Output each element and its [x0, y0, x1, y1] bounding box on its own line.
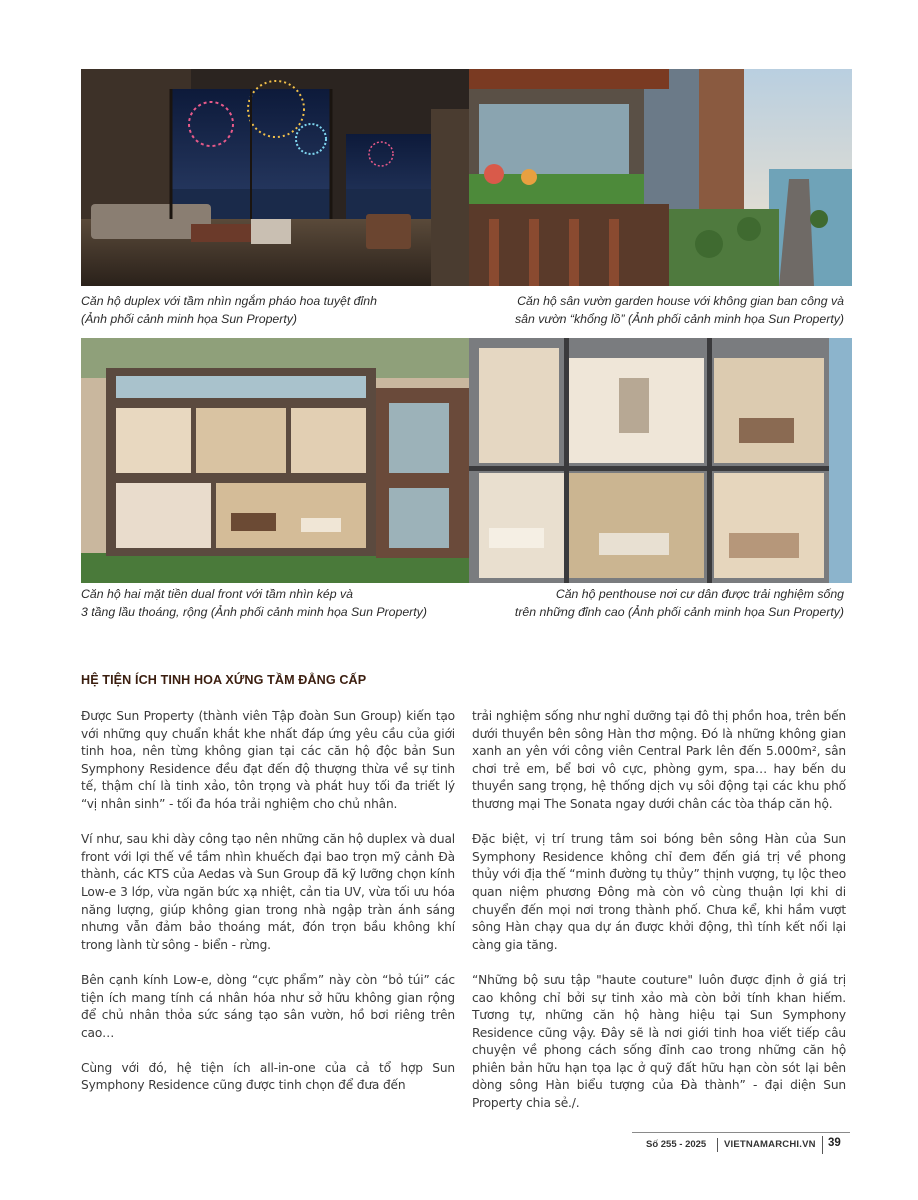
caption-garden-line-2: sân vườn “khổng lồ” (Ảnh phối cảnh minh họa Sun Property) [515, 311, 844, 326]
page-number: 39 [828, 1137, 841, 1149]
paragraph: Được Sun Property (thành viên Tập đoàn Sun Group) kiến tạo với những quy chuẩn khắt khe nhất đáp ứng yêu cầu của giới tinh hoa, nên từng không gian tại các căn hộ độc bản Sun Symphony Residence đều đạt đến độ thượng thừa về sự tinh tế, thậm chí là tinh xảo, tôn trọng và phát huy tối đa triết lý “vị nhân sinh” - tối đa hóa trải nghiệm cho chủ nhân. [81, 709, 455, 811]
article-left-column [81, 708, 455, 1095]
paragraph: Ví như, sau khi dày công tạo nên những căn hộ duplex và dual front với lợi thế về tầm nhìn khuếch đại bao trọn mỹ cảnh Đà thành, các KTS của Aedas và Sun Group đã kỹ lưỡng chọn kính Low-e 3 lớp, vừa ngăn bức xạ nhiệt, cản tia UV, vừa tối ưu hóa năng lượng, giúp không gian trong nhà ngập tràn ánh sáng nhưng vẫn đảm bảo thoáng mát, đón trọn bầu không khí trong lành từ sông - biển - rừng. [81, 832, 455, 952]
duplex-illustration [81, 69, 469, 286]
caption-penthouse-line-1: Căn hộ penthouse nơi cư dân được trải nghiệm sống [555, 587, 844, 601]
garden-house-photo [469, 69, 852, 286]
paragraph: Đặc biệt, vị trí trung tâm soi bóng bên sông Hàn của Sun Symphony Residence không chỉ đem đến giá trị về phong thủy với địa thế “minh đường tụ thủy” thịnh vượng, tụ lộc theo quan niệm phương Đông mà còn vô cùng thuận lợi khi di chuyển đến mọi nơi trong thành phố. Chưa kể, khi hầm vượt sông Hàn chạy qua dự án được khởi động, thì tính kết nối lại càng gia tăng. [472, 832, 846, 952]
page-footer [632, 1132, 852, 1158]
article-right-column [472, 708, 846, 1113]
caption-penthouse-line-2: trên những đỉnh cao (Ảnh phối cảnh minh họa Sun Property) [514, 604, 844, 619]
caption-dual-front-line-2: 3 tầng lầu thoáng, rộng (Ảnh phối cảnh minh họa Sun Property) [81, 604, 427, 619]
dual-front-cutaway-photo [81, 338, 469, 583]
footer-divider [822, 1136, 823, 1154]
caption-duplex-line-2: (Ảnh phối cảnh minh họa Sun Property) [81, 311, 298, 326]
caption-garden-line-1: Căn hộ sân vườn garden house với không gian ban công và [517, 294, 844, 308]
penthouse-cutaway-photo [469, 338, 852, 583]
paragraph: Bên cạnh kính Low-e, dòng “cực phẩm” này còn “bỏ túi” các tiện ích mang tính cá nhân hóa như sở hữu không gian rộng để chủ nhân thỏa sức sáng tạo sân vườn, hồ bơi riêng trên cao… [81, 972, 455, 1040]
penthouse-illustration [469, 338, 852, 583]
caption-garden [515, 293, 844, 328]
paragraph: Cùng với đó, hệ tiện ích all-in-one của cả tổ hợp Sun Symphony Residence cũng được tinh chọn để đưa đến [81, 1060, 455, 1093]
footer-rule [632, 1132, 850, 1133]
caption-duplex [81, 293, 377, 328]
duplex-fireworks-photo [81, 69, 469, 286]
caption-penthouse [515, 586, 844, 621]
garden-house-illustration [469, 69, 852, 286]
dual-front-illustration [81, 338, 469, 583]
section-heading: HỆ TIỆN ÍCH TINH HOA XỨNG TẦM ĐẲNG CẤP [81, 673, 367, 687]
paragraph: trải nghiệm sống như nghỉ dưỡng tại đô thị phồn hoa, trên bến dưới thuyền bên sông Hàn thơ mộng. Đó là những không gian xanh an yên với công viên Central Park lên đến 5.000m², sân chơi trẻ em, bể bơi vô cực, phòng gym, spa… hay bến du thuyền sang trọng, hệ thống dịch vụ sôi động tại các khu phố thương mại The Sonata ngay dưới chân các tòa tháp căn hộ. [472, 709, 846, 811]
issue-number: Số 255 - 2025 [646, 1139, 707, 1150]
site-name: VIETNAMARCHI.VN [724, 1139, 816, 1150]
paragraph: “Những bộ sưu tập "haute couture" luôn được định ở giá trị cao không chỉ bởi sự tinh xảo mà còn bởi tính khan hiếm. Tương tự, những căn hộ hàng hiệu tại Sun Symphony Residence cũng vậy. Đây sẽ là nơi giới tinh hoa viết tiếp câu chuyện về phong cách sống đỉnh cao trong những căn hộ phiên bản hữu hạn tọa lạc ở quỹ đất hữu hạn còn sót lại bên dòng sông Hàn biểu tượng của Đà thành” - đại diện Sun Property chia sẻ./. [472, 972, 846, 1111]
caption-duplex-line-1: Căn hộ duplex với tầm nhìn ngắm pháo hoa tuyệt đỉnh [81, 294, 377, 308]
caption-dual-front-line-1: Căn hộ hai mặt tiền dual front với tầm nhìn kép và [81, 587, 353, 601]
footer-divider [717, 1138, 718, 1152]
caption-dual-front [81, 586, 427, 621]
